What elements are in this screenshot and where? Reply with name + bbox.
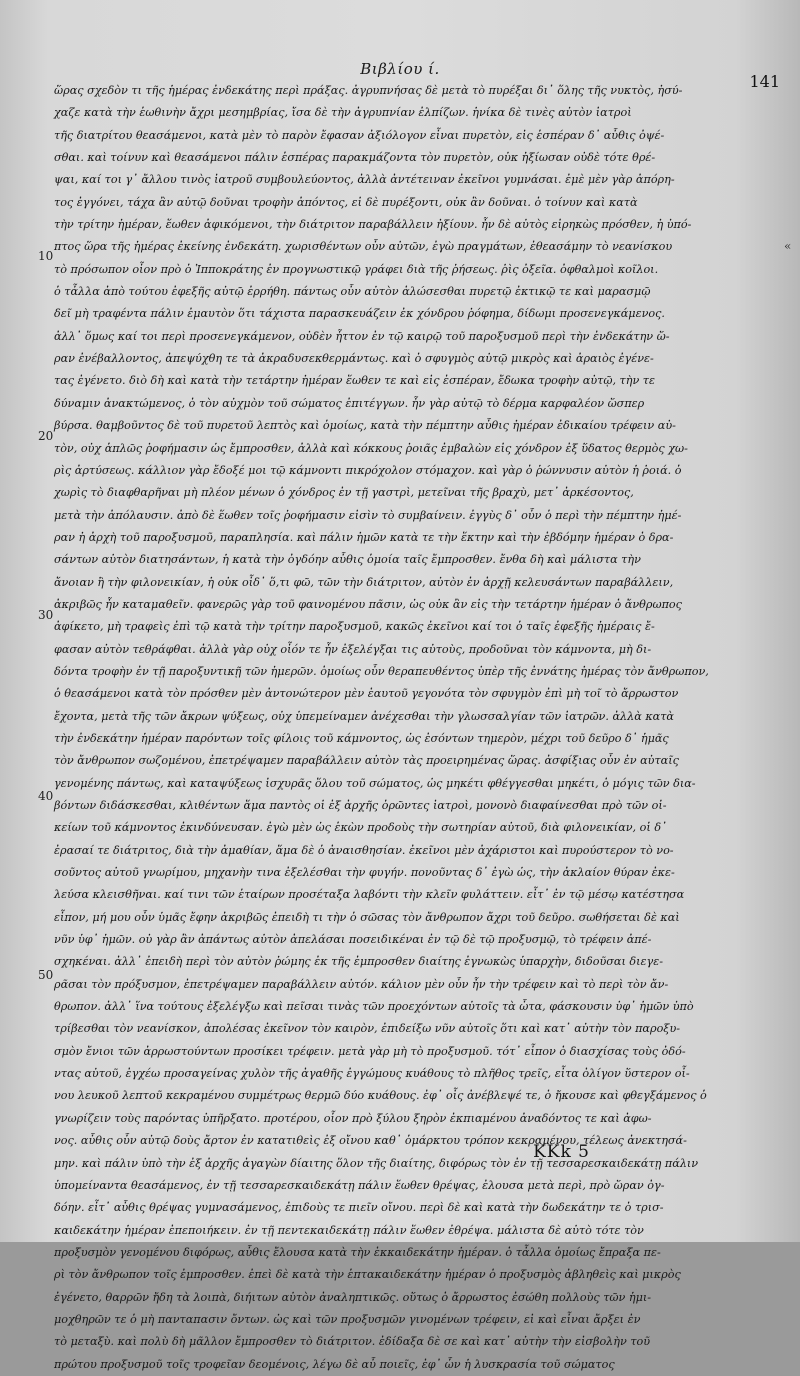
text-line: βύρσα. θαμβοῦντος δὲ τοῦ πυρετοῦ λεπτὸς καὶ ὁμοίως, κατὰ τὴν πέμπτην αὖθις ἡμέραν ἐδικαίου τρέφειν αὐ- xyxy=(54,419,676,433)
text-line: σχηκέναι. ἀλλ᾽ ἐπειδὴ περὶ τὸν αὐτὸν ῥώμης ἐκ τῆς ἐμπροσθεν διαίτης ἐγνωκὼς ὑπαρχὴν, διδοῦσαι διεγε- xyxy=(54,955,663,969)
text-line: ὑπομείναντα θεασάμενος, ἐν τῇ τεσσαρεσκαιδεκάτῃ πάλιν ἕωθεν θρέψας, ἐλουσα μετὰ περὶ, πρὸ ὥραν ὀγ- xyxy=(54,1178,665,1192)
line-number-30: 30 xyxy=(38,608,54,622)
text-line: πτος ὥρα τῆς ἡμέρας ἐκείνης ἐνδεκάτη. χωρισθέντων οὖν αὐτῶν, ἐγὼ πραγμάτων, ἐθεασάμην τὸ νεανίσκου xyxy=(54,240,673,254)
text-line: τὸν ἄνθρωπον σωζομένου, ἐπετρέψαμεν παραβάλλειν αὐτὸν τὰς προειρημένας ὥρας. ἀσφίξιας οὖν ἐν αὐταῖς xyxy=(54,754,679,768)
text-body xyxy=(54,80,782,1376)
text-line: δόντα τροφὴν ἐν τῇ παροξυντικῇ τῶν ἡμερῶν. ὁμοίως οὖν θεραπευθέντος ὑπὲρ τῆς ἐννάτης ἡμέρας τὸν ἄνθρωπον, xyxy=(54,664,709,678)
text-line: ἄνοιαν ἢ τὴν φιλονεικίαν, ἡ οὐκ οἶδ᾽ ὅ,τι φῶ, τῶν τὴν διάτριτον, αὐτὸν ἐν ἀρχῇ κελευσάντων παραβάλλειν, xyxy=(54,575,674,589)
text-line: νος. αὖθις οὖν αὐτῷ δοὺς ἄρτον ἐν κατατιθεὶς ἐξ οἴνου καθ᾽ ὁμάρκτου τρόπον κεκραμένου, τέλεως ἀνεκτησά- xyxy=(54,1134,687,1148)
text-line: ἐρασαί τε διάτριτος, διὰ τὴν ἀμαθίαν, ἅμα δὲ ὁ ἀναισθησίαν. ἐκεῖνοι μὲν ἀχάριστοι καὶ πυρούστερον τὸ νο- xyxy=(54,843,674,857)
text-line: σοῦντος αὐτοῦ γνωρίμου, μηχανὴν τινα ἐξελέσθαι τὴν φυγήν. πονοῦντας δ᾽ ἐγὼ ὡς, τὴν ἀκλαίον θύραν ἐκε- xyxy=(54,866,675,880)
text-line: ραν ἐνέβαλλοντος, ἀπεψύχθη τε τὰ ἀκραδυσεκθερμάντως. καὶ ὁ σφυγμὸς αὐτῷ μικρὸς καὶ ἀραιὸς ἐγένε- xyxy=(54,352,654,366)
text-line: νῦν ὑφ᾽ ἡμῶν. οὐ γὰρ ἂν ἀπάντως αὐτὸν ἀπελάσαι ποσειδικέναι ἐν τῷ δὲ τῷ προξυσμῷ, τὸ τρέφειν ἀπέ- xyxy=(54,933,652,947)
text-line: ντας αὐτοῦ, ἐγχέω προσαγείνας χυλὸν τῆς ἀγαθῆς ἐγγώμους κυάθους τὸ πλῆθος τρεῖς, εἶτα ὀλίγον ὕστερον οἶ- xyxy=(54,1067,690,1081)
text-line: ρὶς ἀρτύσεως. κάλλιον γὰρ ἔδοξέ μοι τῷ κάμνοντι πικρόχολον στόμαχον. καὶ γὰρ ὁ ῥώννυσιν αὐτὸν ἡ ῥοιά. ὁ xyxy=(54,463,682,477)
text-line: τος ἐγγόνει, τάχα ἂν αὐτῷ δοῦναι τροφὴν ἀπόντος, εἰ δὲ πυρέξοντι, οὐκ ἂν δοῦναι. ὁ τοίνυν καὶ κατὰ xyxy=(54,195,638,209)
text-line: σάντων αὐτὸν διατησάντων, ἡ κατὰ τὴν ὀγδόην αὖθις ὁμοία ταῖς ἔμπροσθεν. ἔνθα δὴ καὶ μάλιστα τὴν xyxy=(54,553,641,567)
text-line: χαζε κατὰ τὴν ἑωθινὴν ἄχρι μεσημβρίας, ἴσα δὲ τὴν ἀγρυπνίαν ἐλπίζων. ἡνίκα δὲ τινὲς αὐτὸν ἰατροὶ xyxy=(54,106,632,120)
line-number-50: 50 xyxy=(38,968,54,982)
text-line: ἐγένετο, θαρρῶν ἤδη τὰ λοιπὰ, διήιτων αὐτὸν ἀναληπτικῶς. οὕτως ὁ ἄρρωστος ἐσώθη πολλοὺς τῶν ἡμι- xyxy=(54,1290,652,1304)
text-line: εἶπον, μή μου οὖν ὑμᾶς ἔφην ἀκριβῶς ἐπειδὴ τι τὴν ὁ σῶσας τὸν ἄνθρωπον ἄχρι τοῦ δεῦρο. σωθήσεται δὲ καὶ xyxy=(54,910,680,924)
signature-mark: KKk 5 xyxy=(533,1142,590,1162)
text-line: δόην. εἶτ᾽ αὖθις θρέψας γυμνασάμενος, ἐπιδοὺς τε πιεῖν οἴνου. περὶ δὲ καὶ κατὰ τὴν δωδεκάτην τε ὁ τρισ- xyxy=(54,1201,664,1215)
text-line: ἀφίκετο, μὴ τραφεὶς ἐπὶ τῷ κατὰ τὴν τρίτην παροξυσμοῦ, κακῶς ἐκεῖνοι καί τοι ὁ ταῖς ἐφεξῆς ἡμέραις ἔ- xyxy=(54,620,655,634)
text-line: πρώτου προξυσμοῦ τοῖς τροφεῖαν δεομένοις, λέγω δὲ αὖ ποιεῖς, ἐφ᾽ ὧν ἡ λυσκρασία τοῦ σώματος xyxy=(54,1357,615,1371)
text-line: ἀλλ᾽ ὅμως καί τοι περὶ προσενεγκάμενον, οὐδὲν ἧττον ἐν τῷ καιρῷ τοῦ παροξυσμοῦ περὶ τὴν ἐνδεκάτην ὥ- xyxy=(54,329,670,343)
text-line: τὸ μεταξὺ. καὶ πολὺ δὴ μᾶλλον ἔμπροσθεν τὸ διάτριτον. ἐδίδαξα δὲ σε καὶ κατ᾽ αὐτὴν τὴν εἰσβολὴν τοῦ xyxy=(54,1335,651,1349)
text-line: μην. καὶ πάλιν ὑπὸ τὴν ἐξ ἀρχῆς ἀγαγὼν δίαιτης ὅλον τῆς διαίτης, διφόρως τὸν ἐν τῇ τεσσαρεσκαιδεκάτῃ πάλιν xyxy=(54,1156,699,1170)
text-line: τῆς διατρίτου θεασάμενοι, κατὰ μὲν τὸ παρὸν ἔφασαν ἀξιόλογον εἶναι πυρετὸν, εἰς ἑσπέραν δ᾽ αὖθις ὀψέ- xyxy=(54,128,665,142)
line-number-20: 20 xyxy=(38,429,54,443)
text-line: γνωρίζειν τοὺς παρόντας ὑπῆρξατο. προτέρου, οἷον πρὸ ξύλου ξηρὸν ἐκπιαμένου ἀναδόντος τε καὶ ἀφω- xyxy=(54,1111,652,1125)
text-line: σμὸν ἔνιοι τῶν ἀρρωστούντων προσίκει τρέφειν. μετὰ γὰρ μὴ τὸ προξυσμοῦ. τότ᾽ εἶπον ὁ διασχίσας τοὺς ὀδό- xyxy=(54,1044,686,1058)
text-line: ὁ τἆλλα ἀπὸ τούτου ἐφεξῆς αὐτῷ ἐρρήθη. πάντως οὖν αὐτὸν ἁλώσεσθαι πυρετῷ ἐκτικῷ τε καὶ μαρασμῷ xyxy=(54,285,651,299)
line-number-10: 10 xyxy=(38,249,54,263)
text-line: σθαι. καὶ τοίνυν καὶ θεασάμενοι πάλιν ἑσπέρας παρακμάζοντα τὸν πυρετὸν, οὐκ ἠξίωσαν οὐδὲ τότε θρέ- xyxy=(54,151,656,165)
text-line: μετὰ τὴν ἀπόλαυσιν. ἀπὸ δὲ ἕωθεν τοῖς ῥοφήμασιν εἰσὶν τὸ συμβαίνειν. ἐγγὺς δ᾽ οὖν ὁ περὶ τὴν πέμπτην ἡμέ- xyxy=(54,508,682,522)
text-line: νου λευκοῦ λεπτοῦ κεκραμένου συμμέτρως θερμῶ δύο κυάθους. ἐφ᾽ οἷς ἀνέβλεψέ τε, ὁ ἤκουσε καὶ φθεγξάμενος ὁ xyxy=(54,1089,707,1103)
text-line: καιδεκάτην ἡμέραν ἐπεποιήκειν. ἐν τῇ πεντεκαιδεκάτῃ πάλιν ἕωθεν ἐθρέψα. μάλιστα δὲ αὐτὸ τότε τὸν xyxy=(54,1223,644,1237)
text-line: τὴν ἐνδεκάτην ἡμέραν παρόντων τοῖς φίλοις τοῦ κάμνοντος, ὡς ἐσόντων τημερὸν, μέχρι τοῦ δεῦρο δ᾽ ἡμᾶς xyxy=(54,731,669,745)
text-line: ἔχοντα, μετὰ τῆς τῶν ἄκρων ψύξεως, οὐχ ὑπεμείναμεν ἀνέχεσθαι τὴν γλωσσαλγίαν τῶν ἰατρῶν. ἀλλὰ κατὰ xyxy=(54,709,674,723)
text-line: δύναμιν ἀνακτώμενος, ὁ τὸν αὐχμὸν τοῦ σώματος ἐπιτέγγων. ἦν γὰρ αὐτῷ τὸ δέρμα καρφαλέον ὥσπερ xyxy=(54,396,645,410)
text-line: προξυσμὸν γενομένου διφόρως, αὖθις ἔλουσα κατὰ τὴν ἑκκαιδεκάτην ἡμέραν. ὁ τἆλλα ὁμοίως ἔπραξα πε- xyxy=(54,1245,661,1259)
line-number-40: 40 xyxy=(38,789,54,803)
margin-mark: « xyxy=(784,239,792,253)
text-line: δεῖ μὴ τραφέντα πάλιν ἐμαυτὸν ὅτι τάχιστα παρασκευάζειν ἐκ χόνδρου ῥόφημα, δίδωμι προσενεγκάμενος. xyxy=(54,307,665,321)
text-line: ρᾶσαι τὸν πρόξυσμον, ἐπετρέψαμεν παραβάλλειν αὐτόν. κάλιον μὲν οὖν ἦν τὴν τρέφειν καὶ τὸ περὶ τὸν ἄν- xyxy=(54,977,669,991)
text-line: τὸν, οὐχ ἁπλῶς ῥοφήμασιν ὡς ἔμπροσθεν, ἀλλὰ καὶ κόκκους ῥοιᾶς ἐμβαλὼν εἰς χόνδρον ἐξ ὕδατος θερμὸς χω- xyxy=(54,441,688,455)
text-line: βόντων διδάσκεσθαι, κλιθέντων ἅμα παντὸς οἱ ἐξ ἀρχῆς ὁρῶντες ἰατροὶ, μονονὸ διαφαίνεσθαι πρὸ τῶν οἰ- xyxy=(54,799,667,812)
text-line: μοχθηρῶν τε ὁ μὴ πανταπασιν ὄντων. ὡς καὶ τῶν προξυσμῶν γινομένων τρέφειν, εἰ καὶ εἶναι ἄρξει ἐν xyxy=(54,1312,641,1326)
running-head: Βιβλίου ί. xyxy=(360,60,440,78)
text-line: γενομένης πάντως, καὶ καταψύξεως ἰσχυρᾶς ὅλου τοῦ σώματος, ὡς μηκέτι φθέγγεσθαι μηκέτι, ὁ μόγις τῶν δια- xyxy=(54,776,696,790)
text-line: ραν ἡ ἀρχὴ τοῦ παροξυσμοῦ, παραπλησία. καὶ πάλιν ἡμῶν κατὰ τε τὴν ἕκτην καὶ τὴν ἑβδόμην ἡμέραν ὁ δρα- xyxy=(54,530,674,544)
text-line: κείων τοῦ κάμνοντος ἐκινδύνευσαν. ἐγὼ μὲν ὡς ἑκὼν προδοὺς τὴν σωτηρίαν αὐτοῦ, διὰ φιλονεικίαν, οἱ δ᾽ xyxy=(54,821,667,835)
text-line: ὁ θεασάμενοι κατὰ τὸν πρόσθεν μὲν ἀντονώτερον μὲν ἑαυτοῦ γεγονότα τὸν σφυγμὸν ἐπὶ μὴ τοῖ τὸ ἄρρωστον xyxy=(54,687,679,701)
text-line: ἀκριβῶς ἦν καταμαθεῖν. φανερῶς γὰρ τοῦ φαινομένου πᾶσιν, ὡς οὐκ ἂν εἰς τὴν τετάρτην ἡμέραν ὁ ἄνθρωπος xyxy=(54,597,682,611)
text-line: τας ἐγένετο. διὸ δὴ καὶ κατὰ τὴν τετάρτην ἡμέραν ἕωθεν τε καὶ εἰς ἑσπέραν, ἔδωκα τροφὴν αὐτῷ, τὴν τε xyxy=(54,374,655,388)
text-line: τρίβεσθαι τὸν νεανίσκον, ἀπολέσας ἐκεῖνον τὸν καιρὸν, ἐπιδείξω νῦν αὐτοῖς ὅτι καὶ κατ᾽ αὐτὴν τὸν παροξυ- xyxy=(54,1022,681,1036)
page-number: 141 xyxy=(749,72,780,91)
text-line: λεύσα κλεισθῆναι. καί τινι τῶν ἑταίρων προσέταξα λαβόντι τὴν κλεῖν φυλάττειν. εἶτ᾽ ἐν τῷ μέσῳ κατέστησα xyxy=(54,888,685,902)
text-line: φασαν αὐτὸν τεθράφθαι. ἀλλὰ γὰρ οὐχ οἷόν τε ἦν ἐξελέγξαι τις αὐτοὺς, προδοῦναι τὸν κάμνοντα, μὴ δι- xyxy=(54,642,652,656)
text-line: ρὶ τὸν ἄνθρωπον τοῖς ἐμπροσθεν. ἐπεὶ δὲ κατὰ τὴν ἑπτακαιδεκάτην ἡμέραν ὁ προξυσμὸς ἀβληθεὶς καὶ μικρὸς xyxy=(54,1268,681,1282)
text-line: χωρὶς τὸ διαφθαρῆναι μὴ πλέον μένων ὁ χόνδρος ἐν τῇ γαστρὶ, μετεῖναι τῆς βραχὺ, μετ᾽ ἀρκέσοντος, xyxy=(54,486,634,500)
text-line: τὸ πρόσωπον οἷον πρὸ ὁ Ἱπποκράτης ἐν προγνωστικῷ γράφει διὰ τῆς ῥήσεως. ῥὶς ὀξεῖα. ὀφθαλμοὶ κοῖλοι. xyxy=(54,262,659,276)
text-line: θρωπον. ἀλλ᾽ ἵνα τούτους ἐξελέγξω καὶ πεῖσαι τινὰς τῶν προεχόντων αὐτοῖς τὰ ὦτα, φάσκουσιν ὑφ᾽ ἡμῶν ὑπὸ xyxy=(54,1000,694,1014)
text-line: τὴν τρίτην ἡμέραν, ἕωθεν ἀφικόμενοι, τὴν διάτριτον παραβάλλειν ἠξίουν. ἦν δὲ αὐτὸς εἰρηκὼς πρόσθεν, ἡ ὑπό- xyxy=(54,218,692,232)
text-line: ὥρας σχεδὸν τι τῆς ἡμέρας ἐνδεκάτης περὶ πράξας. ἀγρυπνήσας δὲ μετὰ τὸ πυρέξαι δι᾽ ὅλης τῆς νυκτὸς, ἡσύ- xyxy=(54,84,683,97)
text-line: ψαι, καί τοι γ᾽ ἄλλου τινὸς ἰατροῦ συμβουλεύοντος, ἀλλὰ ἀντέτειναν ἐκεῖνοι γυμνάσαι. ἐμὲ μὲν γὰρ ἀπόρη- xyxy=(54,173,675,187)
